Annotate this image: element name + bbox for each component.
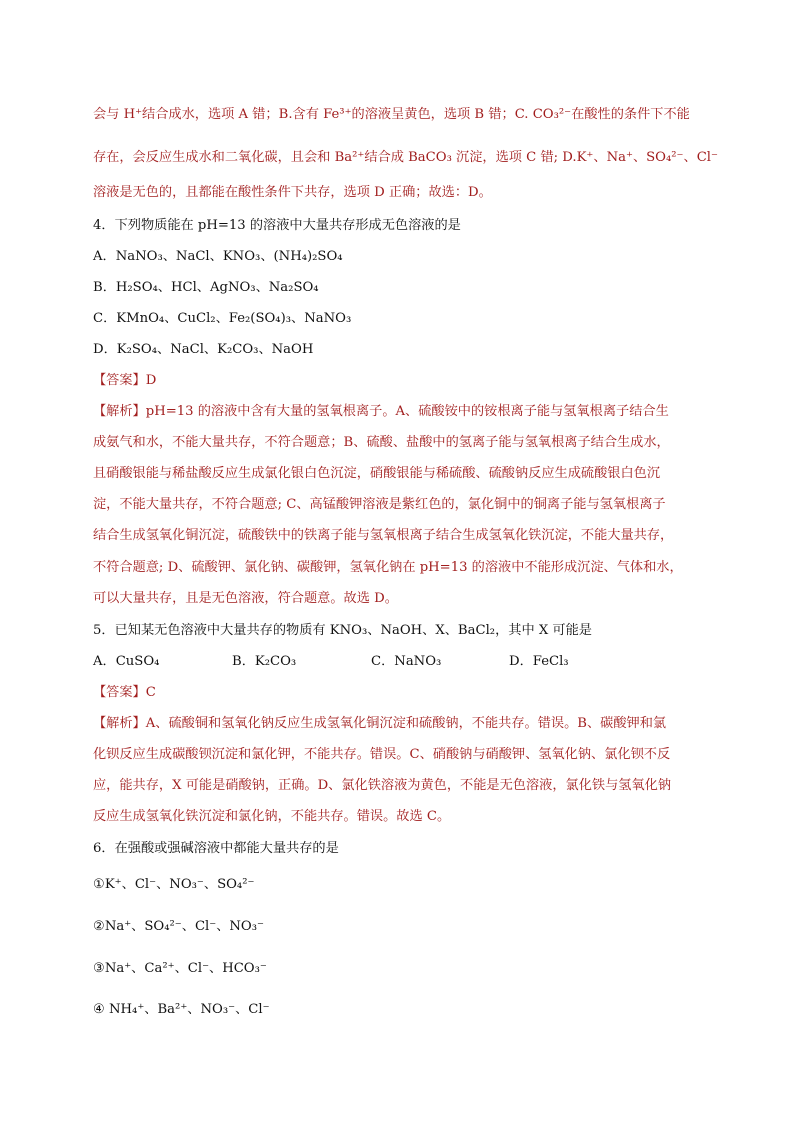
q6-stem: 6．在强酸或强碱溶液中都能大量共存的是: [93, 841, 339, 856]
q4-analysis-2: 成氨气和水，不能大量共存，不符合题意；B、硫酸、盐酸中的氢离子能与氢氧根离子结合生成水，: [93, 435, 670, 450]
q5-analysis-2: 化钡反应生成碳酸钡沉淀和氯化钾，不能共存。错误。C、硝酸钠与硝酸钾、氢氧化钠、氯化钡不反: [93, 747, 671, 762]
continuation-line-2: 存在，会反应生成水和二氧化碳，且会和 Ba²⁺结合成 BaCO₃ 沉淀，选项 C 错; D.K⁺、Na⁺、SO₄²⁻、Cl⁻: [93, 150, 718, 165]
q6-item-1: ①K⁺、Cl⁻、NO₃⁻、SO₄²⁻: [93, 877, 255, 892]
q4-analysis-4: 淀，不能大量共存，不符合题意; C、高锰酸钾溶液是紫红色的，氯化铜中的铜离子能与氢氧根离子: [93, 497, 666, 512]
continuation-line-1: 会与 H⁺结合成水，选项 A 错；B.含有 Fe³⁺的溶液呈黄色，选项 B 错；C. CO₃²⁻在酸性的条件下不能: [93, 107, 690, 122]
q5-option-d: D．FeCl₃: [509, 654, 569, 669]
q6-item-3: ③Na⁺、Ca²⁺、Cl⁻、HCO₃⁻: [93, 961, 267, 976]
q4-analysis-3: 且硝酸银能与稀盐酸反应生成氯化银白色沉淀，硝酸银能与稀硫酸、硫酸钠反应生成硫酸银白色沉: [93, 466, 661, 481]
q5-analysis-1: 【解析】A、硫酸铜和氢氧化钠反应生成氢氧化铜沉淀和硫酸钠，不能共存。错误。B、碳酸钾和氯: [93, 716, 667, 731]
q5-option-c: C．NaNO₃: [371, 654, 442, 669]
q5-answer: 【答案】C: [93, 685, 156, 700]
q4-option-c: C．KMnO₄、CuCl₂、Fe₂(SO₄)₃、NaNO₃: [93, 311, 352, 326]
q4-option-d: D．K₂SO₄、NaCl、K₂CO₃、NaOH: [93, 342, 314, 357]
q5-analysis-4: 反应生成氢氧化铁沉淀和氯化钠，不能共存。错误。故选 C。: [93, 809, 451, 824]
q5-analysis-3: 应，能共存，X 可能是硝酸钠，正确。D、氯化铁溶液为黄色，不能是无色溶液，氯化铁与氢氧化钠: [93, 778, 672, 793]
q4-analysis-6: 不符合题意; D、硫酸钾、氯化钠、碳酸钾，氢氧化钠在 pH=13 的溶液中不能形成沉淀、气体和水，: [93, 560, 683, 575]
q6-item-4: ④ NH₄⁺、Ba²⁺、NO₃⁻、Cl⁻: [93, 1002, 270, 1017]
continuation-line-3: 溶液是无色的，且都能在酸性条件下共存，选项 D 正确；故选：D。: [93, 185, 492, 200]
q4-option-b: B．H₂SO₄、HCl、AgNO₃、Na₂SO₄: [93, 280, 319, 295]
q4-stem: 4．下列物质能在 pH=13 的溶液中大量共存形成无色溶液的是: [93, 218, 461, 233]
q4-answer: 【答案】D: [93, 373, 157, 388]
q4-analysis-7: 可以大量共存，且是无色溶液，符合题意。故选 D。: [93, 591, 398, 606]
q4-analysis-1: 【解析】pH=13 的溶液中含有大量的氢氧根离子。A、硫酸铵中的铵根离子能与氢氧根离子结合生: [93, 404, 669, 419]
q4-option-a: A．NaNO₃、NaCl、KNO₃、(NH₄)₂SO₄: [93, 249, 343, 264]
q5-stem: 5．已知某无色溶液中大量共存的物质有 KNO₃、NaOH、X、BaCl₂，其中 X 可能是: [93, 623, 592, 638]
q6-item-2: ②Na⁺、SO₄²⁻、Cl⁻、NO₃⁻: [93, 919, 264, 934]
q4-analysis-5: 结合生成氢氧化铜沉淀，硫酸铁中的铁离子能与氢氧根离子结合生成氢氧化铁沉淀，不能大量共存，: [93, 528, 674, 543]
q5-option-a: A．CuSO₄: [93, 654, 160, 669]
q5-option-b: B．K₂CO₃: [232, 654, 297, 669]
